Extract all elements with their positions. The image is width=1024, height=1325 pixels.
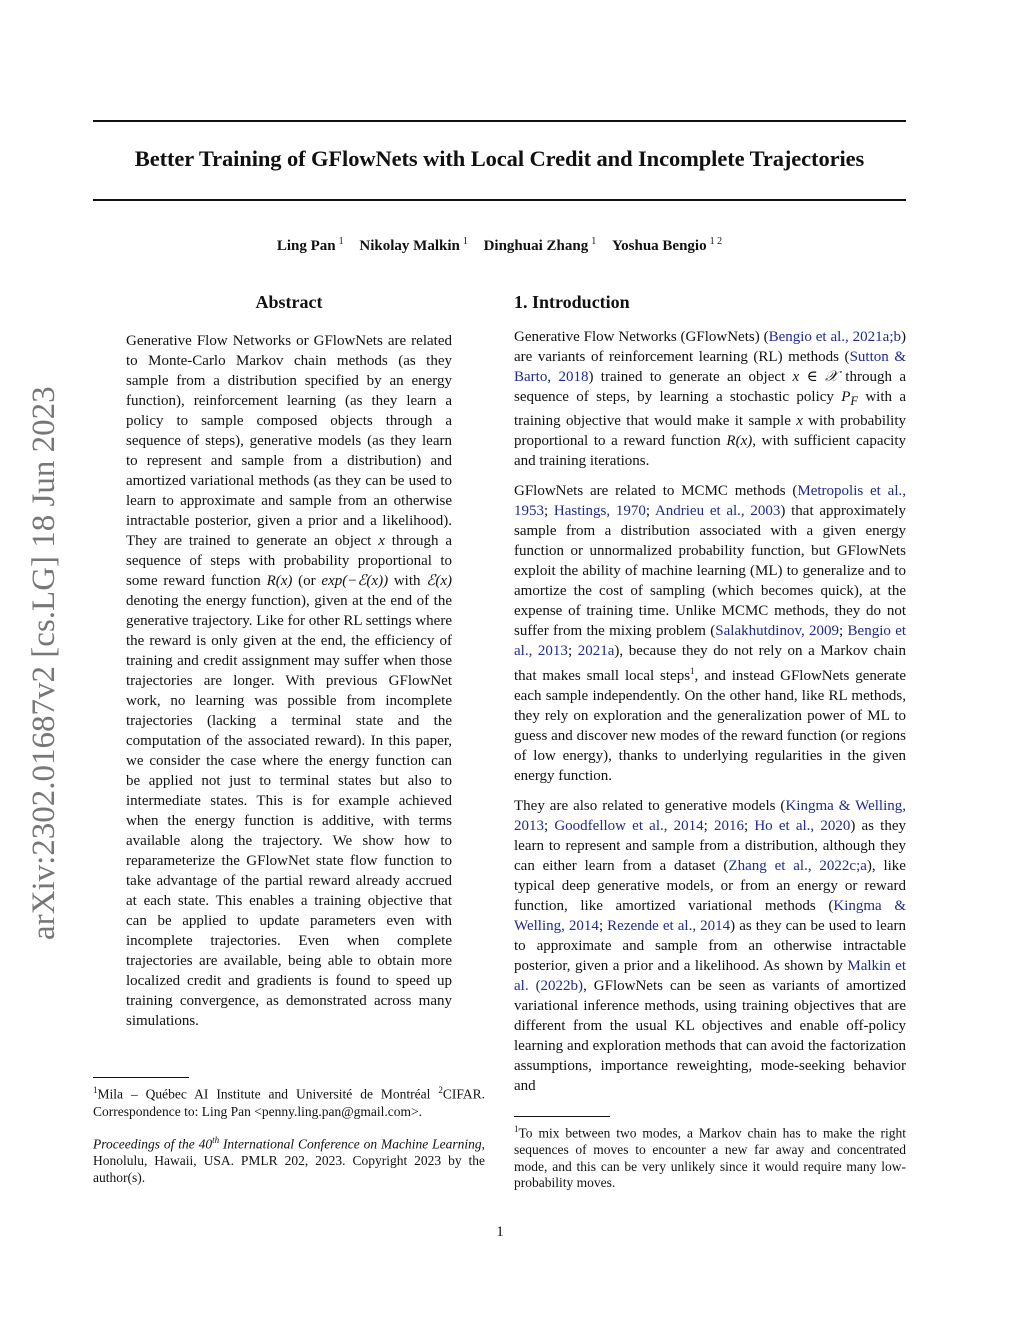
arxiv-identifier-stamp: arXiv:2302.01687v2 [cs.LG] 18 Jun 2023: [26, 386, 62, 940]
citation-link[interactable]: Kingma & Welling, 2014: [514, 898, 906, 934]
page-number: 1: [496, 1224, 504, 1240]
citation-link[interactable]: Ho et al., 2020: [754, 818, 851, 834]
citation-link[interactable]: Goodfellow et al., 2014: [554, 818, 704, 834]
citation-link[interactable]: Bengio et al., 2013: [514, 623, 907, 659]
citation-link[interactable]: Zhang et al., 2022c;a: [728, 858, 867, 874]
footnote-rule: [93, 1077, 189, 1078]
title-rule-bottom: [93, 199, 906, 201]
footnote-marker[interactable]: 1: [690, 666, 695, 676]
author: Dinghuai Zhang $^1$: [483, 236, 597, 254]
affiliation-note: $^1$Mila – Québec AI Institute and Université de Montréal $^2$CIFAR. Correspondence to: Ling Pan <penny.ling.pan@gmail.com>.: [93, 1085, 485, 1119]
citation-link[interactable]: 2021a: [577, 643, 615, 659]
citation-link[interactable]: Kingma & Welling, 2013: [514, 798, 906, 834]
author: Yoshua Bengio $^{1 2}$: [611, 236, 723, 254]
footnote-rule: [514, 1116, 610, 1117]
paragraph: They are also related to generative models (Kingma & Welling, 2013; Goodfellow et al., 2014; 2016; Ho et al., 2020) as they learn to represent and sample from a distribution, although they can either learn from a dataset (Zhang et al., 2022c;a), like typical deep generative models, or from an energy or reward function, like amortized variational methods (Kingma & Welling, 2014; Rezende et al., 2014) as they can be used to learn to approximate and sample from an otherwise intractable posterior, given a prior and a likelihood. As shown by Malkin et al. (2022b), GFlowNets can be seen as variants of amortized variational inference methods, using training objectives that are different from the usual KL objectives and enable off-policy learning and exploration methods that can avoid the factorization assumptions, importance reweighting, mode-seeking behavior and: [514, 798, 906, 1094]
abstract-body: Generative Flow Networks or GFlowNets are related to Monte-Carlo Markov chain methods (as they sample from a distribution specified by an energy function), reinforcement learning (as they learn a policy to sample composed objects through a sequence of steps), generative models (as they learn to represent and sample from a distribution) and amortized variational methods (as they can be used to learn to approximate and sample from an otherwise intractable posterior, given a prior and a likelihood). They are trained to generate an object x through a sequence of steps with probability proportional to some reward function R(x) (or exp(−ℰ(x)) with ℰ(x) denoting the energy function), given at the end of the generative trajectory. Like for other RL settings where the reward is only given at the end, the efficiency of training and credit assignment may suffer when those trajectories are longer. With previous GFlowNet work, no learning was possible from incomplete trajectories (lacking a terminal state and the computation of the associated reward). In this paper, we consider the case where the energy function can be applied not just to terminal states but also to intermediate states. This is for example achieved when the energy function is additive, with terms available along the trajectory. We show how to reparameterize the GFlowNet state flow function to take advantage of the partial reward already accrued at each state. This enables a training objective that can be applied to update parameters even with incomplete trajectories. Even when complete trajectories are available, being able to obtain more localized credit and gradients is found to speed up training convergence, as demonstrated across many simulations.: [126, 333, 452, 1029]
title-rule-top: [93, 120, 906, 122]
citation-link[interactable]: Hastings, 1970: [553, 503, 646, 519]
paragraph: Generative Flow Networks (GFlowNets) (Bengio et al., 2021a;b) are variants of reinforcement learning (RL) methods (Sutton & Barto, 2018) trained to generate an object x ∈ 𝒳 through a sequence of steps, by learning a stochastic policy $P_F$ with a training objective that would make it sample x with probability proportional to a reward function R(x), with sufficient capacity and training iterations.: [514, 329, 906, 469]
citation-link[interactable]: Andrieu et al., 2003: [654, 503, 781, 519]
citation-link[interactable]: Sutton & Barto, 2018: [514, 349, 906, 385]
citation-link[interactable]: Bengio et al., 2021a;b: [768, 329, 901, 345]
affiliation-footnotes: [93, 1082, 485, 1198]
introduction-body: [514, 327, 906, 1106]
citation-link[interactable]: Malkin et al. (2022b): [514, 958, 906, 994]
author: Nikolay Malkin $^1$: [359, 236, 468, 254]
footnote-1: $^1$To mix between two modes, a Markov chain has to make the right sequences of moves to encounter a new far away and concentrated mode, and this can be very unlikely since it would require many low-probability moves.: [514, 1124, 906, 1190]
paragraph: GFlowNets are related to MCMC methods (Metropolis et al., 1953; Hastings, 1970; Andrieu et al., 2003) that approximately sample from a distribution associated with a given energy function or unnormalized probability function, but GFlowNets exploit the ability of machine learning (ML) to generalize and to amortize the cost of sampling (which becomes quick), at the expense of training time. Unlike MCMC methods, they do not suffer from the mixing problem (Salakhutdinov, 2009; Bengio et al., 2013; 2021a), because they do not rely on a Markov chain that makes small local steps$^1$, and instead GFlowNets generate each sample independently. On the other hand, like RL methods, they rely on exploration and the generalization power of ML to guess and discover new modes of the reward function (or regions of low energy), thanks to underlying regularities in the given energy function.: [514, 483, 907, 784]
citation-link[interactable]: Metropolis et al., 1953: [514, 483, 906, 519]
abstract-heading: Abstract: [255, 292, 323, 312]
citation-link[interactable]: Rezende et al., 2014: [607, 918, 731, 934]
author-list: [93, 236, 906, 255]
author: Ling Pan $^1$: [276, 236, 344, 254]
paper-title: Better Training of GFlowNets with Local Credit and Incomplete Trajectories: [134, 146, 865, 171]
citation-link[interactable]: Salakhutdinov, 2009: [715, 623, 840, 639]
citation-link[interactable]: 2016: [714, 818, 744, 834]
section-heading-introduction: 1. Introduction: [514, 292, 630, 312]
proceedings-note: Proceedings of the 40th International Conference on Machine Learning, Honolulu, Hawaii, USA. PMLR 202, 2023. Copyright 2023 by the author(s).: [93, 1134, 485, 1185]
